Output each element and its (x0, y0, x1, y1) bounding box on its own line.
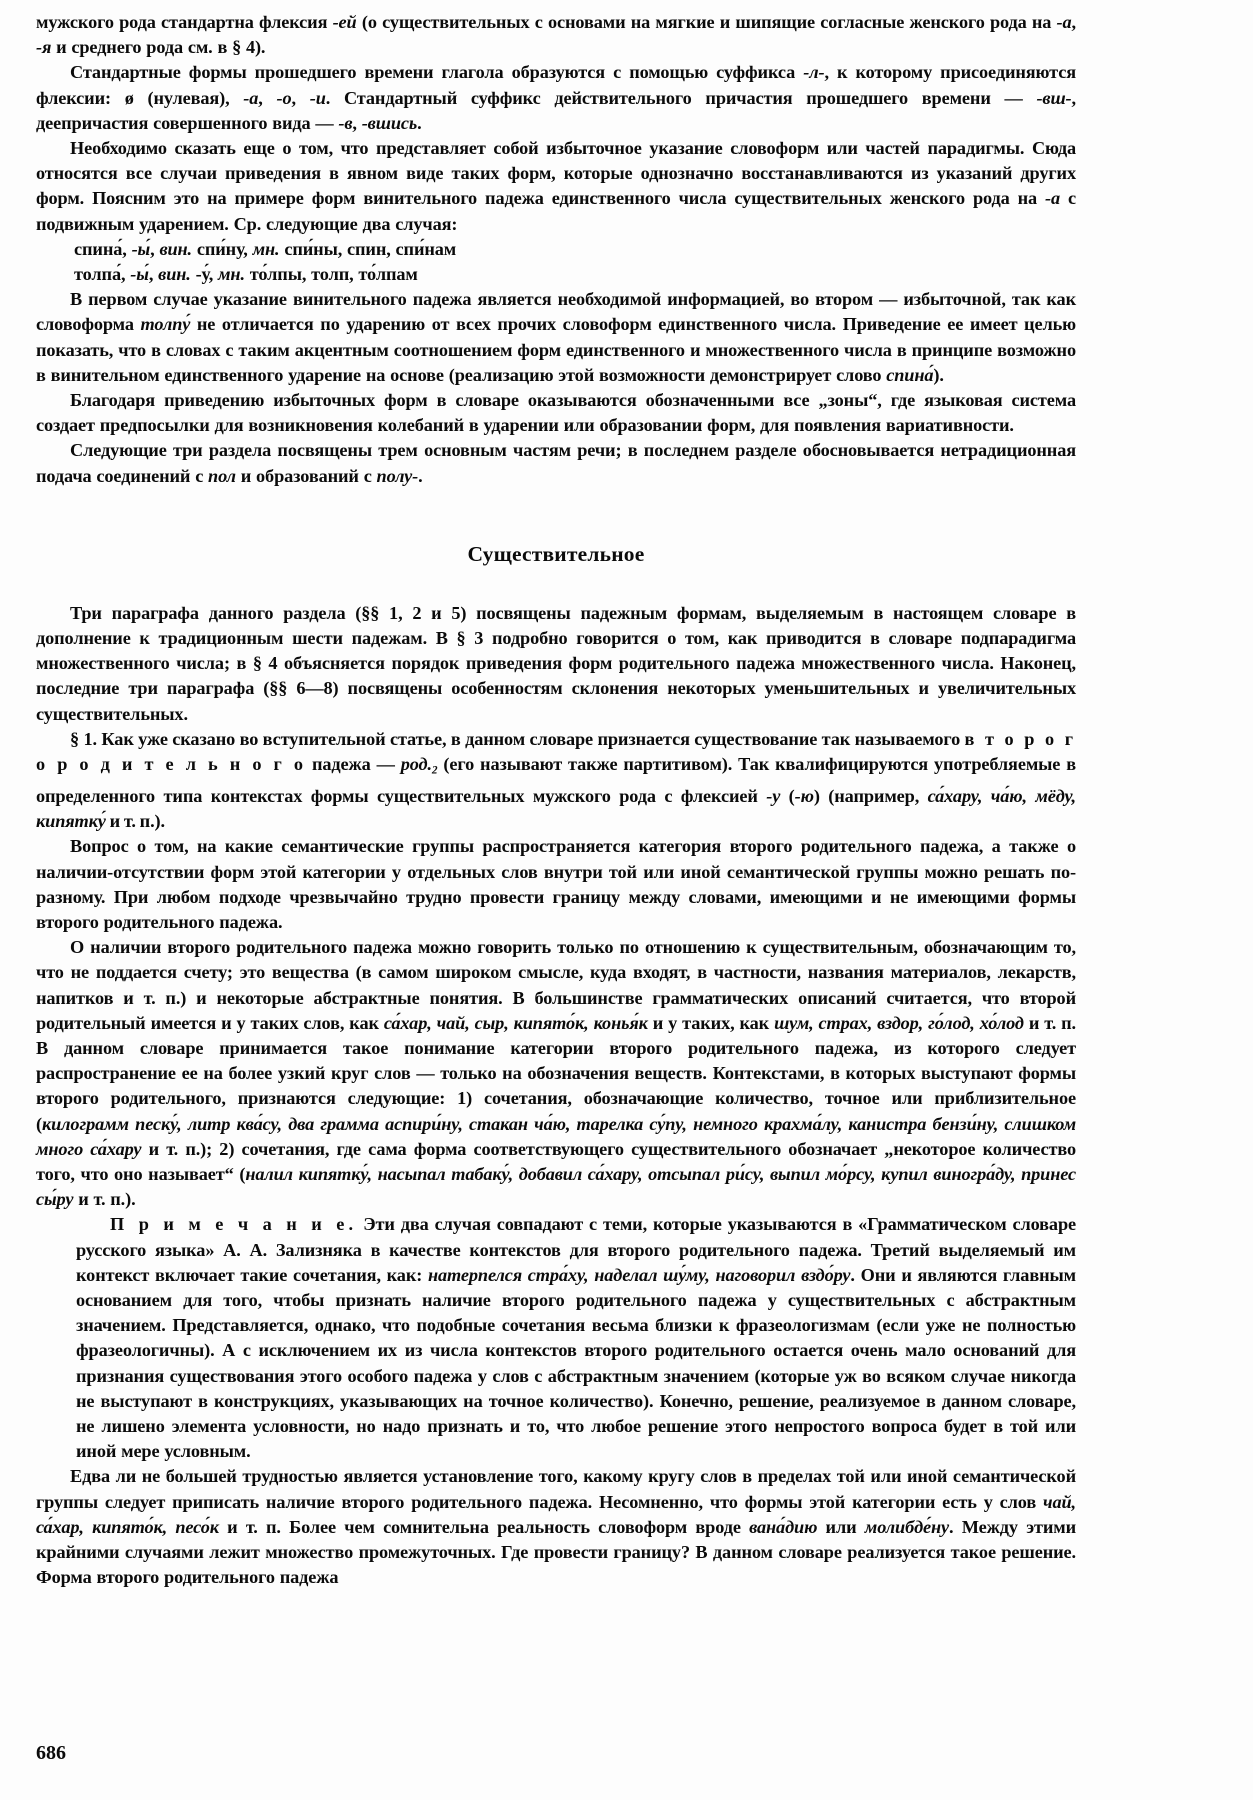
paragraph-10 (36, 935, 1076, 1212)
text-run: и среднего рода см. в § 4). (51, 37, 266, 58)
italic-example: -я (36, 37, 52, 58)
italic-example: -в (338, 112, 353, 133)
text-run: ) (например, (813, 785, 928, 806)
paragraph-11 (36, 1464, 1076, 1590)
text-run: и т. п.); 2) сочетания, где сама форма соответствующего существительного обозначает „некоторое количество того, что оно называет“ ( (36, 1138, 1076, 1184)
text-run: и образований с (235, 465, 377, 486)
text-run: В первом случае указание винительного падежа является необходимой информацией, во втором — избыточной, так как словоформа (36, 289, 1076, 335)
paragraph-6 (36, 438, 1076, 488)
italic-example: полу- (376, 465, 419, 486)
paragraph-7: Три параграфа данного раздела (§§ 1, 2 и 5) посвящены падежным формам, выделяемым в настоящем словаре в дополнение к традиционным шести падежам. В § 3 подробно говорится о том, как приводится в словаре подпарадигма множественного числа; в § 4 объясняется порядок приведения форм родительного падежа множественного числа. Наконец, последние три параграфа (§§ 6—8) посвящены особенностям склонения некоторых уменьшительных и увеличительных существительных. (36, 602, 1076, 724)
note-label: П р и м е ч а н и е. (110, 1214, 358, 1235)
text-run: О наличии второго родительного падежа можно говорить только по отношению к существительным, обозначающим то, что не поддается счету; это вещества (в самом широком смысле, куда входят, в частности, названия материалов, лекарств, напитков и т. п.) и некоторые абстрактные понятия. В большинстве грамматических описаний считается, что второй родительный имеется и у таких слов, как (36, 937, 1076, 1033)
italic-example-list: чай, са́хар, кипято́к, песо́к (36, 1491, 1076, 1537)
text-run: и т. п.). (73, 1189, 136, 1210)
text-run: Едва ли не большей трудностью является установление того, какому кругу слов в пределах той или иной семантической группы следует приписать наличие второго родительного падежа. Несомненно, что формы этой категории есть у слов (36, 1466, 1076, 1512)
paradigm-example-tolpa (74, 262, 1076, 287)
headword: толпа́ (74, 264, 121, 285)
italic-example-list: шум, страх, вздор, го́лод, хо́лод (774, 1012, 1024, 1033)
italic-example: -а (1045, 188, 1061, 209)
text-run: не отличается по ударению от всех прочих словоформ единственного числа. Приведение ее имеет целью показать, что в словах с таким акцентным соотношением форм единственного и множественного числа в принципе возможно в винительном единственного ударение на основе (реализацию этой возможности демонстрирует слово (36, 314, 1076, 385)
text-run: Необходимо сказать еще о том, что представляет собой избыточное указание словоформ или частей парадигмы. Сюда относятся все случаи приведения в явном виде таких форм, которые однозначно восстанавливаются из указаний других форм. Поясним это на примере форм винительного падежа единственного числа существительных женского рода на (36, 138, 1076, 209)
text-run: или (817, 1516, 865, 1537)
text-run: . Между этими крайними случаями лежит множество промежуточных. Где провести границу? В данном словаре реализуется такое решение. Форма второго родительного падежа (36, 1516, 1076, 1588)
paragraph-1 (36, 10, 1076, 60)
italic-example: -ей (332, 12, 357, 32)
italic-example: -о (276, 87, 292, 108)
paragraph-8-section-1 (36, 727, 1076, 834)
text-run: ). (933, 364, 944, 385)
text-run: Стандартные формы прошедшего времени глагола образуются с помощью суффикса (70, 62, 804, 83)
italic-example: -вшись (361, 112, 418, 133)
italic-abbr: род. (400, 754, 432, 775)
text-run: Эти два случая совпадают с теми, которые указываются в «Грамматическом словаре русского языка» А. А. Зализняка в качестве контекстов для второго родительного падежа. Третий выделяемый им контекст включает такие сочетания, как: (76, 1214, 1076, 1285)
section-sign: § 1. (70, 728, 97, 749)
italic-context-list: килограмм песку́, литр ква́су, два грамма аспири́ну, стакан ча́ю, тарелка су́пу, немного крахма́лу, канистра бензи́ну, слишком много са́хару (36, 1113, 1076, 1159)
italic-example: вана́дию (749, 1516, 818, 1537)
text-run: , (122, 238, 132, 259)
text-run: спи́ны, спин, спи́нам (279, 238, 457, 259)
text-run: , (352, 112, 362, 133)
italic-example: спина́ (886, 364, 934, 385)
grammar-abbr: мн. (218, 264, 245, 285)
text-run: , к которому присоединяются флексии: ø (нулевая), (36, 62, 1076, 108)
text-run: , (291, 87, 310, 108)
text-run: ( (780, 785, 795, 806)
italic-example: -у (766, 785, 781, 806)
italic-example-list: са́хару, ча́ю, мёду, кипятку́ (36, 785, 1076, 832)
headword: спина́ (74, 238, 123, 259)
text-run: . Стандартный суффикс действительного причастия прошедшего времени — (325, 87, 1037, 108)
grammar-abbr: мн. (252, 238, 280, 259)
text-run: , деепричастия совершенного вида — (36, 87, 1076, 133)
italic-example: -а (243, 87, 259, 108)
text-run: спи́ну, (192, 238, 253, 259)
italic-example: -и (309, 87, 326, 108)
page-body (36, 10, 1076, 1590)
text-run: , (148, 264, 159, 285)
text-run: с подвижным ударением. Ср. следующие два случая: (36, 188, 1076, 234)
text-run: . Они и являются главным основанием для того, чтобы признать наличие второго родительного падежа у существительных с абстрактным значением. Представляется, однако, что подобные сочетания весьма близки к фразеологизмам (если уже не полностью фразеологичны). А с исключением их из числа контекстов второго родительного остается очень мало оснований для признания существования этого особого падежа у слов с абстрактным значением (которые уж во всяком случае никогда не выступают в конструкциях, указывающих на точное количество). Конечно, решение, реализуемое в данном словаре, не лишено элемента условности, но надо признать и то, что любое решение этого непростого вопроса будет в той или иной мере условным. (76, 1264, 1076, 1462)
note-block (76, 1212, 1076, 1464)
subscript-index: 2 (431, 764, 438, 777)
italic-context-list: налил кипятку́, насыпал табаку́, добавил са́хару, отсыпал ри́су, выпил мо́рсу, купил виногра́ду, принес сы́ру (36, 1163, 1076, 1210)
text-run: , (120, 264, 131, 285)
text-run: -у́, (190, 264, 219, 285)
text-run: . (417, 112, 422, 133)
page-number: 686 (36, 1742, 66, 1764)
paragraph-4 (36, 287, 1076, 388)
text-run: и т. п. В данном словаре принимается такое понимание категории второго родительного падежа, из которого следует распространение ее на более узкий круг слов — только на обозначения веществ. Контекстами, в которых выступают формы второго родительного, признаются следующие: 1) сочетания, обозначающие количество, точное или приблизительное ( (36, 1012, 1076, 1134)
text-run: Следующие три раздела посвящены трем основным частям речи; в последнем разделе обосновывается нетрадиционная подача соединений с (36, 440, 1076, 486)
text-run: и т. п.). (105, 811, 165, 832)
text-run: и у таких, как (647, 1012, 775, 1033)
italic-example: пол (208, 465, 236, 486)
italic-example: -ы́ (130, 264, 149, 285)
text-run: мужского рода стандартна флексия (36, 12, 333, 32)
text-run: , (1071, 12, 1076, 32)
paragraph-2 (36, 60, 1076, 136)
paragraph-3 (36, 136, 1076, 237)
italic-example: -л- (803, 62, 825, 83)
italic-example: -а (1056, 12, 1072, 32)
text-run: , (150, 238, 160, 259)
italic-context-list: натерпелся стра́ху, наделал шу́му, наговорил вздо́ру (427, 1264, 851, 1285)
text-run: то́лпы, толп, то́лпам (244, 264, 418, 285)
paradigm-example-spina (74, 237, 1076, 262)
text-run: (его называют также партитивом). Так квалифицируются употребляемые в определенного типа контекстах формы существительных мужского рода с флексией (36, 754, 1076, 806)
italic-example: молибде́ну (864, 1516, 950, 1537)
italic-example: -ю (794, 785, 814, 806)
paragraph-9: Вопрос о том, на какие семантические группы распространяется категория второго родительного падежа, а также о наличии-отсутствии форм этой категории у отдельных слов внутри той или иной семантической группы можно решать по-разному. При любом подходе чрезвычайно трудно провести границу между словами, имеющими и не имеющими формы второго родительного падежа. (36, 836, 1076, 932)
italic-example-list: са́хар, чай, сыр, кипято́к, конья́к (383, 1012, 648, 1033)
text-run: падежа — (306, 754, 401, 775)
italic-example: толпу́ (140, 314, 191, 335)
italic-example: -ы́ (131, 238, 151, 259)
paragraph-5: Благодаря приведению избыточных форм в словаре оказываются обозначенными все „зоны“, где языковая система создает предпосылки для возникновения колебаний в ударении или образовании форм, для появления вариативности. (36, 390, 1076, 436)
section-heading: Существительное (467, 541, 645, 566)
text-run: . (418, 465, 423, 486)
text-run: , (258, 87, 277, 108)
spacer-above-heading (36, 489, 1076, 541)
letterspaced-emphasis: в т о р о г о р о д и т е л ь н о г о (36, 728, 1076, 775)
spacer-below-heading (36, 567, 1076, 601)
grammar-abbr: вин. (159, 238, 193, 259)
italic-example: -вш- (1036, 87, 1072, 108)
text-run: Как уже сказано во вступительной статье, в данном словаре признается существование так называемого (96, 728, 965, 749)
text-run: и т. п. Более чем сомнительна реальность словоформ вроде (218, 1516, 750, 1537)
text-run: (о существительных с основами на мягкие и шипящие согласные женского рода на (356, 12, 1057, 32)
grammar-abbr: вин. (158, 264, 191, 285)
